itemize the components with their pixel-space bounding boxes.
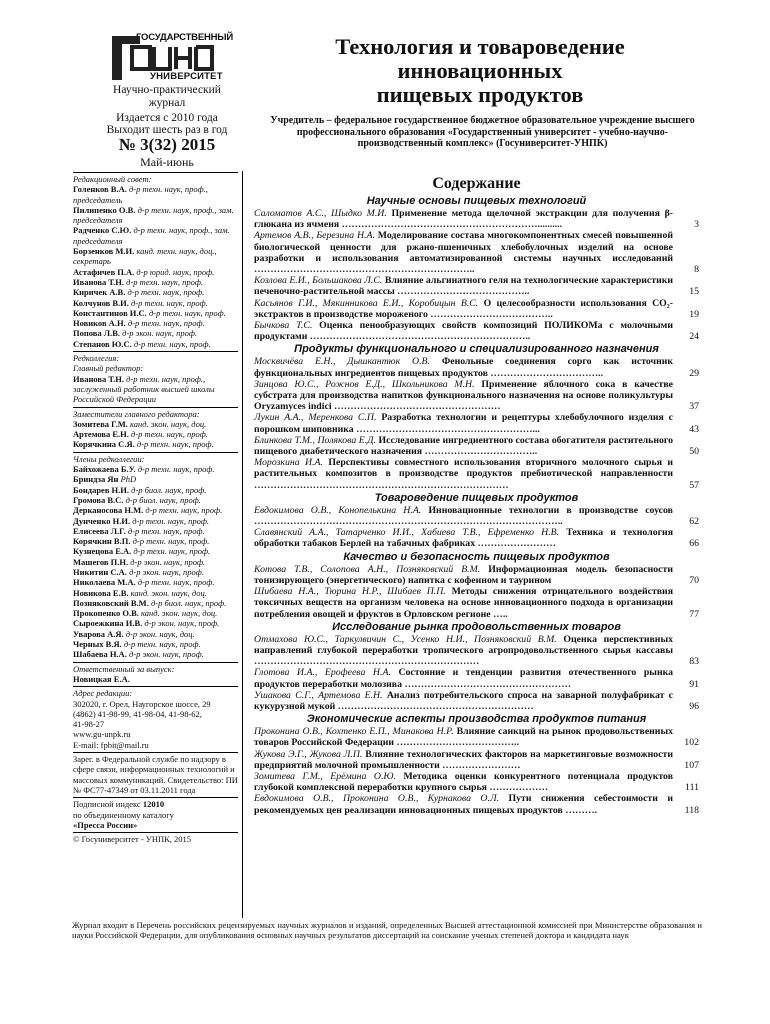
board-member-name: Позняковский В.М. xyxy=(73,597,149,608)
published-since: Издается с 2010 года xyxy=(116,112,218,124)
board-member-name: Корячкин В.П. xyxy=(73,536,131,547)
journal-type-line-1: Научно-практический xyxy=(113,84,221,96)
board-member-name: Николаева М.А. xyxy=(73,577,136,588)
board-member-rank: д-р экон. наук, проф. xyxy=(144,618,220,629)
board-member-rank: PhD xyxy=(120,474,137,485)
council-member-entry xyxy=(73,246,238,267)
subscription-catalog: по объединенному каталогу xyxy=(73,809,174,820)
entry-authors: Проконина О.В., Кохтенко Е.П., Минакова Н.Р. xyxy=(254,726,454,738)
board-member-rank: д-р биол. наук, проф. xyxy=(131,484,207,495)
entry-page-number: 24 xyxy=(689,331,699,343)
responsible-name: Новицкая Е.А. xyxy=(73,673,130,684)
issue-months: Май-июнь xyxy=(140,155,194,169)
council-member-rank: д-р техн. наук, проф., зам. председателя xyxy=(73,225,230,246)
address-block xyxy=(73,686,238,750)
entry-authors: Москвичёва Е.Н., Дышкантюк О.В. xyxy=(254,356,430,368)
board-member-entry xyxy=(73,516,238,526)
board-member-name: Бриндза Ян xyxy=(73,474,119,485)
entry-title: Методика оценки конкурентного потенциала продуктов глубокой комплексной переработки крупного сырья ……………… xyxy=(254,770,673,794)
contents-entry[interactable] xyxy=(254,435,699,457)
entry-title: Техника и технология обработки табаков Берлей на табачных фабриках …………………… xyxy=(254,527,673,550)
council-member-rank: д-р техн. наук, проф. xyxy=(131,297,208,308)
entry-page-number: 107 xyxy=(684,759,699,771)
responsible-block xyxy=(73,662,238,685)
council-member-name: Радченко С.Ю. xyxy=(73,225,132,236)
footer-note: Журнал входит в Перечень российских рецензируемых научных журналов и изданий, определенных Высшей аттестационной комиссией при Министерстве образования и науки Российской Федерации, для опубликования основных научных результатов диссертаций на соискание ученых степеней доктора и кандидата наук xyxy=(72,920,702,941)
entry-page-number: 111 xyxy=(685,782,699,794)
board-member-name: Машегов П.Н. xyxy=(73,556,129,567)
board-member-name: Бондарев Н.И. xyxy=(73,484,130,495)
council-member-name: Иванова Т.Н. xyxy=(73,276,125,287)
entry-page-number: 118 xyxy=(684,804,699,816)
entry-title: Информационная модель безопасности тонизирующего (энергетического) напитка с кофеином и таурином xyxy=(254,563,673,586)
board-member-name: Громова В.С. xyxy=(73,494,124,505)
council-member-rank: д-р техн. наук, проф. xyxy=(133,338,211,349)
entry-page-number: 96 xyxy=(689,700,699,712)
contents-entry[interactable] xyxy=(254,527,699,549)
entry-title: Моделирование состава многокомпонентных смесей повышенной биологической ценности для ржано-пшеничных хлебобулочных изделий на основе разработки и использования автоматизированной системы научных исследований ………………………………………………………….. xyxy=(254,230,673,276)
entry-authors: Котова Т.В., Солопова А.Н., Позняковский В.М. xyxy=(254,563,481,575)
council-member-name: Попова Л.В. xyxy=(73,328,121,339)
entry-authors: Блинкова Т.М., Полякова Е.Д. xyxy=(254,434,376,446)
board-member-entry xyxy=(73,474,238,484)
entry-authors: Зомитева Г.М., Ерёмина О.Ю. xyxy=(254,770,396,782)
contents-entry[interactable] xyxy=(254,412,699,434)
subscription-index-value: 12010 xyxy=(142,799,165,810)
board-member-rank: д-р техн. наук, проф. xyxy=(145,505,223,516)
entry-page-number: 66 xyxy=(689,538,699,550)
registration-block xyxy=(73,752,238,795)
members-caption: Члены редколлегии: xyxy=(73,453,145,464)
entry-page-number: 83 xyxy=(689,656,699,668)
journal-title-line-1: Технология и товароведение xyxy=(335,34,625,59)
entry-page-number: 15 xyxy=(689,286,699,298)
council-member-entry xyxy=(73,328,238,338)
entry-page-number: 43 xyxy=(689,423,699,435)
members-block xyxy=(73,452,238,660)
entry-title: Влияние санкций на рынок продовольственных товаров Российской Федерации ……………………………….. xyxy=(254,726,673,749)
contents-entry[interactable] xyxy=(254,771,699,793)
deputy-editor-name: Артемова Е.Н. xyxy=(73,429,129,440)
entry-title: Состояние и тенденции развития отечественного рынка продуктов переработки молозива …………………………………………… xyxy=(254,667,673,690)
table-of-contents xyxy=(254,175,699,816)
council-list xyxy=(73,184,238,349)
editorial-board-column xyxy=(73,170,238,844)
council-member-rank: д-р техн. наук, проф., зам. председателя xyxy=(73,204,234,226)
entry-page-number: 3 xyxy=(694,219,699,231)
council-member-name: Степанов Ю.С. xyxy=(73,338,132,349)
board-member-name: Дерканосова Н.М. xyxy=(73,505,144,516)
council-member-rank: д-р юрид. наук, проф. xyxy=(136,266,215,277)
entry-page-number: 70 xyxy=(689,574,699,586)
registration-text: Зарег. в Федеральной службе по надзору в сфере связи, информационных технологий и массовых коммуникаций. Свидетельство: ПИ № ФС77-47349 от 03.11.2011 года xyxy=(73,754,238,795)
board-member-entry xyxy=(73,557,238,567)
council-member-rank: д-р техн. наук, проф., председатель xyxy=(73,184,208,205)
contents-entry[interactable] xyxy=(254,320,699,342)
journal-title xyxy=(265,35,695,107)
board-member-name: Дунченко Н.И. xyxy=(73,515,131,526)
subscription-index-label: Подписной индекс xyxy=(73,799,141,810)
council-member-entry xyxy=(73,308,238,318)
address-caption: Адрес редакции: xyxy=(73,688,133,699)
board-member-rank: д-р техн. наук, проф. xyxy=(137,577,215,588)
entry-page-number: 62 xyxy=(689,516,699,528)
copyright-block xyxy=(73,832,238,844)
entry-authors: Ушакова С.Г., Артемова Е.Н. xyxy=(254,689,383,701)
contents-entry[interactable] xyxy=(254,275,699,297)
contents-entry[interactable] xyxy=(254,749,699,771)
members-list xyxy=(73,464,238,660)
entry-page-number: 37 xyxy=(689,401,699,413)
entry-title: Применение яблочного сока в качестве субстрата для производства напитков функционального назначения на основе поликультуры Oryzamyces indici …………………………………………… xyxy=(254,378,673,413)
council-member-rank: д-р техн. наук, проф. xyxy=(127,318,205,329)
university-logo xyxy=(110,32,234,83)
journal-title-line-2: инновационных xyxy=(397,58,563,83)
contents-section-heading: Научные основы пищевых технологий xyxy=(366,195,587,207)
board-member-name: Новикова Е.В. xyxy=(73,587,129,598)
council-member-name: Голенков В.А. xyxy=(73,184,127,195)
board-member-entry xyxy=(73,567,238,577)
contents-entry[interactable] xyxy=(254,793,699,815)
entry-page-number: 102 xyxy=(684,737,699,749)
board-member-entry xyxy=(73,639,238,649)
copyright-text: © Госуниверситет - УНПК, 2015 xyxy=(73,834,192,845)
address-line-1: 302020, г. Орел, Наугорское шоссе, 29 xyxy=(73,698,211,709)
council-member-name: Константинов И.С. xyxy=(73,307,147,318)
board-member-entry xyxy=(73,608,238,618)
board-member-name: Уварова А.Я. xyxy=(73,628,124,639)
board-member-entry xyxy=(73,526,238,536)
board-member-rank: канд. экон. наук, доц. xyxy=(141,608,218,619)
email-link[interactable]: E-mail: fpbit@mail.ru xyxy=(73,739,149,750)
board-member-name: Байхожаева Б.У. xyxy=(73,464,136,475)
council-caption: Редакционный совет: xyxy=(73,174,152,184)
contents-entry[interactable] xyxy=(254,690,699,712)
entry-authors: Евдокимова О.В., Проконина О.В., Курнакова О.Л. xyxy=(254,793,500,805)
board-member-name: Никитин С.А. xyxy=(73,566,127,577)
entry-title: Влияние технологических факторов на маркетинговые возможности предприятий молочной промышленности …………………… xyxy=(254,748,674,771)
contents-entry[interactable] xyxy=(254,586,699,620)
council-member-rank: д-р техн. наук, проф. xyxy=(127,287,205,298)
entry-page-number: 91 xyxy=(689,678,699,690)
board-member-rank: д-р техн. наук, проф. xyxy=(127,525,205,536)
contents-entry[interactable] xyxy=(254,564,699,586)
board-member-rank: д-р экон. наук, проф. xyxy=(129,566,204,577)
entry-title: Влияние альгинатного геля на технологические характеристики печеночно-растительной массы ………………………………….. xyxy=(254,275,674,298)
board-member-entry xyxy=(73,536,238,546)
contents-section-heading: Продукты функционального и специализированного назначения xyxy=(294,343,659,356)
deputy-editor-entry xyxy=(73,439,238,449)
deputies-list xyxy=(73,419,238,450)
council-member-entry xyxy=(73,277,238,287)
issue-number: № 3(32) 2015 xyxy=(118,135,216,154)
deputy-editor-name: Корячкина С.Я. xyxy=(73,439,135,450)
entry-title: Пути снижения себестоимости и рекомендуемых цен реализации инновационных пищевых продуктов ………. xyxy=(254,793,673,816)
council-member-rank: канд. техн. наук, доц., секретарь xyxy=(73,246,217,267)
council-member-entry xyxy=(73,225,238,246)
board-member-rank: д-р техн. наук, проф. xyxy=(137,464,215,475)
board-member-entry xyxy=(73,618,238,628)
entry-authors: Козлова Е.И., Большакова Л.С. xyxy=(254,275,383,287)
council-member-entry xyxy=(73,287,238,297)
council-member-name: Киричек А.В. xyxy=(73,287,126,298)
board-member-entry xyxy=(73,546,238,556)
contents-entry[interactable] xyxy=(254,356,699,378)
council-member-name: Колчунов В.И. xyxy=(73,297,129,308)
council-member-name: Новиков А.Н. xyxy=(73,318,126,329)
entry-authors: Артемов А.В., Березина Н.А. xyxy=(254,230,375,242)
board-member-entry xyxy=(73,629,238,639)
council-member-name: Борзенков М.И. xyxy=(73,246,135,257)
council-member-entry xyxy=(73,184,238,205)
council-member-rank: д-р техн. наук, проф. xyxy=(126,276,203,287)
logo-text-top: ГОСУДАРСТВЕННЫЙ xyxy=(136,32,234,43)
journal-title-line-3: пищевых продуктов xyxy=(376,82,584,107)
chief-editor xyxy=(73,374,238,405)
entry-title: Оценка перспективных направлений глубокой переработки тропического агропродовольственного сырья кассавы …………………………………………………………… xyxy=(254,633,673,668)
entry-title: Инновационные технологии в производстве соусов ………………………………………………………………………………….. xyxy=(254,504,673,528)
contents-entry[interactable] xyxy=(254,457,699,491)
entry-page-number: 77 xyxy=(689,608,699,620)
entry-title: Перспективы совместного использования вторичного молочного сырья и растительных композитов в производстве продуктов пребиотической направленности …………………………………………………………………… xyxy=(254,457,674,491)
board-member-rank: д-р техн. наук, проф. xyxy=(132,536,210,547)
entry-title: Оценка пенообразующих свойств композиций ПОЛИКОМа с молочными продуктами ………………………………………………………….. xyxy=(254,320,674,343)
entry-title: О целесообразности использования CO₂-экстрактов в производстве мороженого ……………………………….. xyxy=(254,297,673,320)
contents-section-heading: Экономические аспекты производства продуктов питания xyxy=(306,713,647,726)
founder-info: Учредитель – федеральное государственное бюджетное образовательное учреждение высшего профессионального образования «Государственный университет - учебно-научно-производственный комплекс» (Госуниверситет-УНПК) xyxy=(270,115,695,150)
contents-entry[interactable] xyxy=(254,208,699,230)
board-member-name: Шабаева Н.А. xyxy=(73,649,127,660)
chief-editor-name: Иванова Т.Н. xyxy=(73,373,125,384)
board-member-name: Прокопенко О.В. xyxy=(73,608,139,619)
column-divider xyxy=(242,171,243,918)
contents-entry[interactable] xyxy=(254,726,699,748)
entry-page-number: 57 xyxy=(689,479,699,491)
board-member-entry xyxy=(73,588,238,598)
publication-frequency: Выходит шесть раз в год xyxy=(106,124,228,136)
deputy-editor-rank: канд. экон. наук, доц. xyxy=(130,418,207,429)
board-member-name: Елисеева Л.Г. xyxy=(73,525,126,536)
deputy-caption: Заместители главного редактора: xyxy=(73,408,200,419)
deputy-editor-name: Зомитева Г.М. xyxy=(73,418,128,429)
council-member-entry xyxy=(73,339,238,349)
entry-authors: Шибаева Н.А., Тюрина Н.Р., Шибаев П.П. xyxy=(254,586,446,598)
entry-title: Исследование ингредиентного состава обогатителя растительного пищевого диабетического назначения …………………………….. xyxy=(254,434,673,458)
board-member-rank: д-р экон. наук, проф. xyxy=(128,649,204,660)
entry-title: Разработка технологии и рецептуры хлебобулочного изделия с порошком шиповника ………………………………………………... xyxy=(254,412,674,435)
board-member-entry xyxy=(73,598,238,608)
entry-authors: Зинцова Ю.С., Рожнов Е.Д., Школьникова М.Н. xyxy=(254,378,475,390)
deputies-block xyxy=(73,407,238,450)
entry-authors: Глотова И.А., Ерофеева Н.А. xyxy=(254,667,391,679)
entry-authors: Жукова Э.Г., Жукова Л.П. xyxy=(254,748,363,760)
entry-authors: Отмахова Ю.С., Таркулвичин С., Усенко Н.И., Позняковский В.М. xyxy=(254,633,557,645)
deputy-editor-rank: д-р техн. наук, проф. xyxy=(136,439,214,450)
board-member-entry xyxy=(73,464,238,474)
board-member-name: Черных В.Я. xyxy=(73,639,122,650)
entry-title: Анализ потребительского спроса на заварной полуфабрикат с кукурузной мукой …………………………………………………… xyxy=(254,689,674,712)
subscription-index xyxy=(73,799,238,809)
entry-authors: Саломатов А.С., Шыдко М.И. xyxy=(254,208,387,219)
entry-authors: Славянский А.А., Татарченко И.И., Хабиева Т.В., Ефременко Н.В. xyxy=(254,527,560,539)
entry-page-number: 8 xyxy=(694,264,699,276)
contents-entry[interactable] xyxy=(254,230,699,275)
contents-entry[interactable] xyxy=(254,298,699,320)
board-member-rank: д-р биол. наук, проф. xyxy=(125,494,201,505)
entry-authors: Лукин А.А., Меренкова С.П. xyxy=(254,412,377,424)
council-block xyxy=(73,172,238,349)
board-member-entry xyxy=(73,649,238,659)
address-line-2: (4862) 41-98-99, 41-98-04, 41-98-62, xyxy=(73,708,202,719)
entry-page-number: 29 xyxy=(689,367,699,379)
board-member-name: Кузнецова Е.А. xyxy=(73,546,132,557)
contents-section-heading: Товароведение пищевых продуктов xyxy=(374,491,579,504)
entry-authors: Бычкова Т.С. xyxy=(254,320,313,332)
contents-section-heading: Качество и безопасность пищевых продуктов xyxy=(343,550,610,563)
board-member-rank: д-р биол. наук, проф. xyxy=(150,597,227,608)
contents-title: Содержание xyxy=(432,175,521,192)
council-member-rank: д-р экон. наук, проф. xyxy=(122,328,198,339)
deputy-editor-entry xyxy=(73,419,238,429)
council-member-entry xyxy=(73,318,238,328)
entry-authors: Касьянов Г.И., Мякинникова Е.И., Коробицын В.С. xyxy=(254,297,479,309)
council-member-rank: д-р техн. наук, проф. xyxy=(148,307,226,318)
board-member-entry xyxy=(73,577,238,587)
board-member-name: Сыроежкина И.В. xyxy=(73,618,143,629)
subscription-catalog-name: «Пресса России» xyxy=(73,819,138,830)
board-member-rank: д-р экон. наук, доц. xyxy=(125,628,195,639)
entry-page-number: 50 xyxy=(689,446,699,458)
council-member-entry xyxy=(73,267,238,277)
deputy-editor-rank: д-р техн. наук, проф. xyxy=(131,429,208,440)
council-member-entry xyxy=(73,205,238,226)
board-member-rank: д-р техн. наук, проф. xyxy=(132,515,210,526)
contents-section-heading: Исследование рынка продовольственных товаров xyxy=(332,620,621,633)
entry-title: Применение метода щелочной экстракции для получения β-глюкана из ячменя …………………………………………………….......... xyxy=(254,208,674,231)
logo-text-bottom: УНИВЕРСИТЕТ xyxy=(150,71,223,82)
subscription-block xyxy=(73,797,238,830)
address-line-3: 41-98-27 xyxy=(73,719,105,730)
contents-entry[interactable] xyxy=(254,505,699,527)
chief-editor-rank: д-р техн. наук, проф., заслуженный работник высшей школы Российской Федерации xyxy=(73,373,215,405)
contents-entry[interactable] xyxy=(254,634,699,668)
council-member-name: Пилипенко О.В. xyxy=(73,204,136,215)
council-member-name: Астафичев П.А. xyxy=(73,266,135,277)
journal-type-line-2: журнал xyxy=(148,97,186,109)
contents-entry[interactable] xyxy=(254,379,699,413)
editorial-block xyxy=(73,351,238,404)
board-member-rank: канд. экон. наук, доц. xyxy=(130,587,207,598)
contents-sections xyxy=(254,195,699,816)
council-member-entry xyxy=(73,298,238,308)
entry-title: Методы снижения отрицательного воздействия токсичных веществ на организм человека на основе инновационного подхода в организации потребления овощей и фруктов в Орловском регионе ….. xyxy=(254,586,673,620)
board-member-entry xyxy=(73,485,238,495)
website-link[interactable]: www.gu-unpk.ru xyxy=(73,729,131,740)
chief-caption: Главный редактор: xyxy=(73,363,144,374)
contents-entry[interactable] xyxy=(254,667,699,689)
entry-authors: Евдокимова О.В., Конопелькина Н.А. xyxy=(254,504,422,516)
editorial-caption: Редколлегия: xyxy=(73,353,120,364)
board-member-rank: д-р экон. наук, проф. xyxy=(130,556,206,567)
board-member-rank: д-р техн. наук, проф. xyxy=(133,546,211,557)
board-member-entry xyxy=(73,505,238,515)
board-member-entry xyxy=(73,495,238,505)
entry-page-number: 19 xyxy=(689,308,699,320)
deputy-editor-entry xyxy=(73,429,238,439)
board-member-rank: д-р техн. наук, проф. xyxy=(123,639,201,650)
responsible-caption: Ответственный за выпуск: xyxy=(73,663,175,674)
entry-title: Фенольные соединения сорго как источник функциональных ингредиентов пищевых продуктов …………………………….. xyxy=(254,356,674,379)
entry-authors: Морозкина И.А. xyxy=(254,457,323,469)
